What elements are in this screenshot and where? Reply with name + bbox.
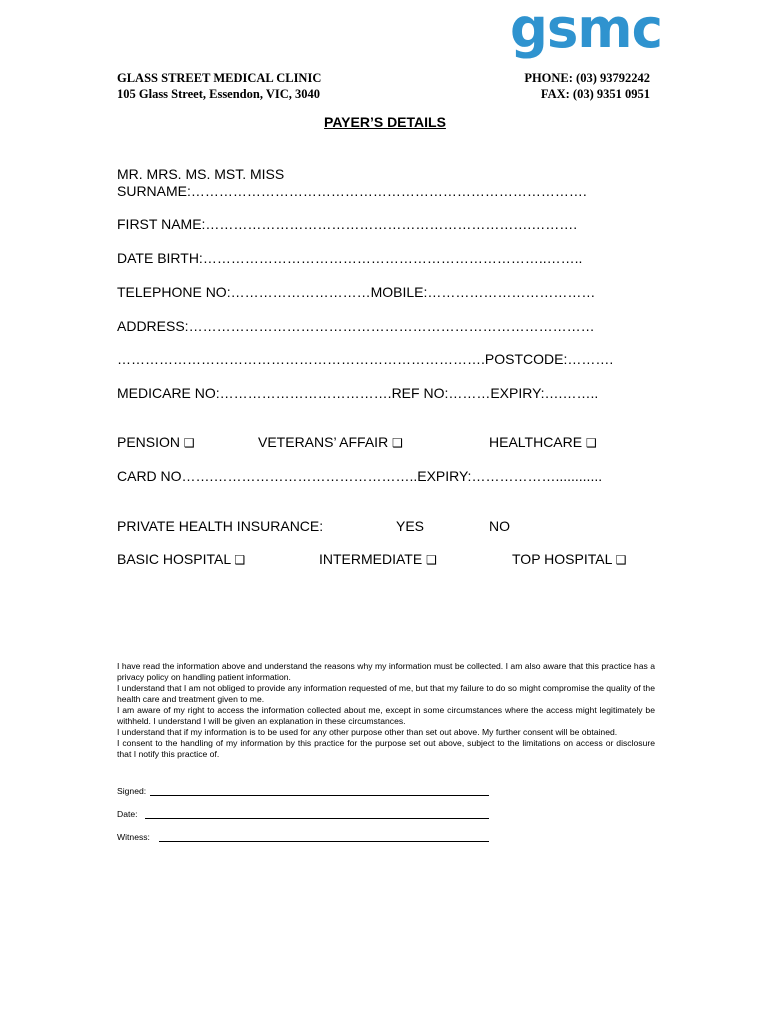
witness-line[interactable] bbox=[159, 841, 489, 842]
intermediate-label: INTERMEDIATE bbox=[319, 551, 423, 567]
intermediate-option[interactable] bbox=[319, 551, 437, 569]
clinic-fax: FAX: (03) 9351 0951 bbox=[540, 87, 650, 101]
insurance-no[interactable]: NO bbox=[489, 518, 510, 534]
address-postcode-field[interactable]: …………………………………………………………………….POSTCODE:………. bbox=[117, 351, 614, 367]
consent-paragraph: I am aware of my right to access the information collected about me, except in some circumstances where the access might legitimately be withheld. I understand I will be given an explanation in these circumstances. bbox=[117, 705, 655, 726]
surname-field[interactable]: SURNAME:…………………………………………………………………………. bbox=[117, 183, 587, 199]
signed-label: Signed: bbox=[117, 786, 147, 796]
healthcare-option[interactable] bbox=[489, 434, 597, 452]
pension-label: PENSION bbox=[117, 434, 181, 450]
consent-paragraph: I have read the information above and understand the reasons why my information must be collected. I am also aware that this practice has a privacy policy on handling patient information. bbox=[117, 661, 655, 682]
clinic-info bbox=[117, 70, 321, 102]
witness-label: Witness: bbox=[117, 832, 150, 842]
insurance-yes[interactable]: YES bbox=[396, 518, 425, 534]
first-name-field[interactable]: FIRST NAME:…………………………………………………………….………. bbox=[117, 216, 578, 232]
telephone-mobile-field[interactable]: TELEPHONE NO:…………………………MOBILE:……………………………… bbox=[117, 284, 596, 300]
date-line[interactable] bbox=[145, 818, 489, 819]
card-no-field[interactable]: CARD NO…….……………………………………..EXPIRY:………………............ bbox=[117, 468, 603, 484]
consent-paragraph: I understand that if my information is to be used for any other purpose other than set out above. My further consent will be obtained. bbox=[117, 727, 618, 737]
checkbox-icon[interactable]: ❑ bbox=[392, 436, 403, 450]
checkbox-icon[interactable]: ❑ bbox=[426, 553, 437, 567]
checkbox-icon[interactable]: ❑ bbox=[615, 553, 627, 567]
consent-statement bbox=[117, 661, 655, 760]
clinic-name: GLASS STREET MEDICAL CLINIC bbox=[117, 71, 322, 85]
healthcare-label: HEALTHCARE bbox=[489, 434, 583, 450]
clinic-contact bbox=[524, 70, 650, 102]
checkbox-icon[interactable]: ❑ bbox=[234, 553, 246, 567]
basic-hospital-label: BASIC HOSPITAL bbox=[117, 551, 231, 567]
consent-paragraph: I understand that I am not obliged to provide any information requested of me, but that my failure to do so might compromise the quality of the health care and treatment given to me. bbox=[117, 683, 655, 704]
consent-paragraph: I consent to the handling of my information by this practice for the purpose set out above, subject to the limitations on access or disclosure that I notify this practice of. bbox=[117, 738, 655, 759]
pension-option[interactable] bbox=[117, 434, 195, 452]
gsmc-logo: gsmc bbox=[510, 0, 662, 60]
insurance-label: PRIVATE HEALTH INSURANCE: bbox=[117, 518, 324, 534]
date-label: Date: bbox=[117, 809, 138, 819]
clinic-address: 105 Glass Street, Essendon, VIC, 3040 bbox=[117, 87, 321, 101]
medicare-field[interactable]: MEDICARE NO:……………………………….REF NO:………EXPIRY:….…….. bbox=[117, 385, 599, 401]
top-hospital-option[interactable] bbox=[512, 551, 627, 569]
signed-line[interactable] bbox=[150, 795, 489, 796]
veterans-label: VETERANS’ AFFAIR bbox=[258, 434, 389, 450]
clinic-phone: PHONE: (03) 93792242 bbox=[524, 71, 650, 85]
form-title: PAYER’S DETAILS bbox=[324, 114, 446, 130]
veterans-option[interactable] bbox=[258, 434, 403, 452]
checkbox-icon[interactable]: ❑ bbox=[585, 436, 597, 450]
checkbox-icon[interactable]: ❑ bbox=[183, 436, 195, 450]
basic-hospital-option[interactable] bbox=[117, 551, 245, 569]
date-birth-field[interactable]: DATE BIRTH:………………………………………………………………..…….. bbox=[117, 250, 583, 266]
top-hospital-label: TOP HOSPITAL bbox=[512, 551, 612, 567]
title-options[interactable]: MR. MRS. MS. MST. MISS bbox=[117, 166, 285, 182]
address-field[interactable]: ADDRESS:…………………………………………………………………………… bbox=[117, 318, 595, 334]
